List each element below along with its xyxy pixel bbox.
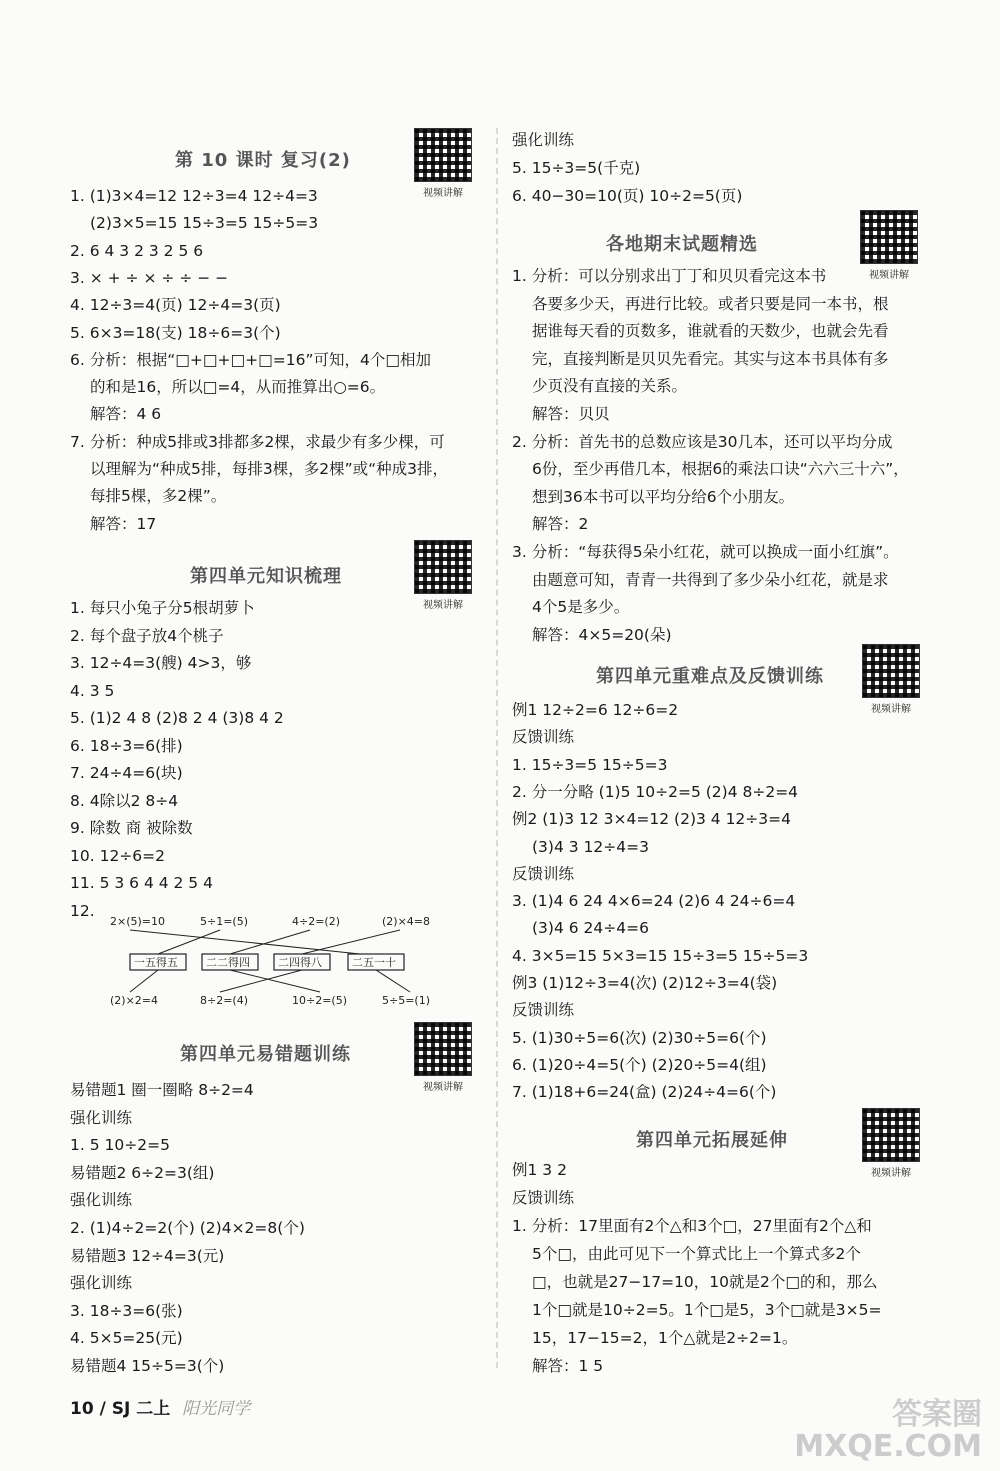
qr-caption: 视频讲解 — [423, 188, 463, 199]
watermark-line-2: MXQE.COM — [794, 1429, 982, 1464]
qr-caption: 视频讲解 — [423, 1082, 463, 1093]
diagram-top-2: 5÷1=(5) — [200, 915, 249, 928]
s4-line: 1. 分析：可以分别求出丁丁和贝贝看完这本书 — [512, 267, 827, 285]
s2-line: 1. 每只小兔子分5根胡萝卜 — [70, 599, 255, 617]
page-footer — [70, 1394, 250, 1419]
watermark — [794, 1399, 982, 1463]
s3-line: 2. (1)4÷2=2(个) (2)4×2=8(个) — [70, 1219, 305, 1237]
s5-line: 例1 12÷2=6 12÷6=2 — [512, 701, 679, 719]
watermark-line-1: 答案圈 — [892, 1397, 982, 1432]
s5-line: 反馈训练 — [512, 1001, 575, 1019]
s3-line: 易错题4 15÷5=3(个) — [70, 1357, 225, 1375]
diagram-box-label-2: 二二得四 — [206, 956, 250, 969]
s4-line: 据谁每天看的页数多，谁就看的天数少，也就会先看 — [532, 322, 889, 340]
s2-line: 3. 12÷4=3(艘) 4>3，够 — [70, 654, 252, 672]
s4-line: 6份，至少再借几本，根据6的乘法口诀“六六三十六”， — [532, 460, 909, 478]
s4-line: 解答：贝贝 — [532, 405, 610, 423]
qr-code-2[interactable] — [414, 540, 472, 612]
brand-logo: 阳光同学 — [182, 1399, 251, 1419]
diagram-top-4: (2)×4=8 — [382, 915, 431, 928]
qr-caption: 视频讲解 — [423, 600, 463, 611]
s1-line: 2. 6 4 3 2 3 2 5 6 — [70, 242, 204, 260]
s6-line: 解答：1 5 — [532, 1357, 604, 1375]
qr-code-icon — [414, 540, 472, 594]
s3-line: 强化训练 — [70, 1109, 133, 1127]
s2-line: 11. 5 3 6 4 4 2 5 4 — [70, 874, 213, 892]
qr-code-3[interactable] — [414, 1022, 472, 1094]
s2-line: 7. 24÷4=6(块) — [70, 764, 183, 782]
section-title-key-points: 第四单元重难点及反馈训练 — [596, 666, 824, 687]
s6-line: 1个□就是10÷2=5。1个□是5，3个□就是3×5= — [532, 1301, 882, 1319]
section-title-knowledge: 第四单元知识梳理 — [190, 566, 342, 587]
s5-line: 6. (1)20÷4=5(个) (2)20÷5=4(组) — [512, 1056, 767, 1074]
s5-line: 3. (1)4 6 24 4×6=24 (2)6 4 24÷6=4 — [512, 892, 796, 910]
s5-line: 4. 3×5=15 5×3=15 15÷3=5 15÷5=3 — [512, 947, 809, 965]
s5-line: 1. 15÷3=5 15÷5=3 — [512, 756, 668, 774]
s5-line: (3)4 3 12÷4=3 — [532, 838, 649, 856]
diagram-bottom-2: 8÷2=(4) — [200, 994, 249, 1007]
r0-line: 强化训练 — [512, 131, 575, 149]
s1-line: 以理解为“种成5排，每排3棵，多2棵”或“种成3排， — [90, 460, 449, 478]
s5-line: 2. 分一分略 (1)5 10÷2=5 (2)4 8÷2=4 — [512, 783, 799, 801]
s6-line: 5个□，由此可见下一个算式比上一个算式多2个 — [532, 1245, 861, 1263]
s2-line: 2. 每个盘子放4个桃子 — [70, 627, 224, 645]
s4-line: 由题意可知，青青一共得到了多少朵小红花，就是求 — [532, 571, 889, 589]
diagram-box-label-4: 二五一十 — [352, 956, 396, 969]
s1-line: 6. 分析：根据“□+□+□+□=16”可知，4个□相加 — [70, 351, 432, 369]
s4-line: 4个5是多少。 — [532, 598, 630, 616]
r0-line: 5. 15÷3=5(千克) — [512, 159, 641, 177]
s5-line: 例3 (1)12÷3=4(次) (2)12÷3=4(袋) — [512, 974, 778, 992]
qr-caption: 视频讲解 — [871, 704, 911, 715]
diagram-box-label-1: 一五得五 — [134, 956, 178, 969]
s2-line: 10. 12÷6=2 — [70, 847, 165, 865]
s1-line: 解答：17 — [90, 515, 157, 533]
s1-line: 每排5棵，多2棵”。 — [90, 487, 227, 505]
qr-code-icon — [414, 128, 472, 182]
section-title-error-prone: 第四单元易错题训练 — [180, 1044, 351, 1065]
s1-line: 解答：4 6 — [90, 405, 162, 423]
s4-line: 解答：2 — [532, 515, 589, 533]
s6-line: 15，17−15=2，1个△就是2÷2=1。 — [532, 1329, 798, 1347]
section-title-extension: 第四单元拓展延伸 — [636, 1130, 788, 1151]
s2-line: 5. (1)2 4 8 (2)8 2 4 (3)8 4 2 — [70, 709, 284, 727]
diagram-bottom-1: (2)×2=4 — [110, 994, 159, 1007]
s6-line: 反馈训练 — [512, 1189, 575, 1207]
s2-line: 12. — [70, 902, 95, 920]
s3-line: 强化训练 — [70, 1191, 133, 1209]
s1-line: 7. 分析：种成5排或3排都多2棵，求最少有多少棵，可 — [70, 433, 445, 451]
s6-line: 1. 分析：17里面有2个△和3个□，27里面有2个△和 — [512, 1217, 872, 1235]
s5-line: 5. (1)30÷5=6(次) (2)30÷5=6(个) — [512, 1029, 767, 1047]
s1-line: 1. (1)3×4=12 12÷3=4 12÷4=3 — [70, 187, 318, 205]
s1-line: 4. 12÷3=4(页) 12÷4=3(页) — [70, 296, 281, 314]
s3-line: 强化训练 — [70, 1274, 133, 1292]
s5-line: 7. (1)18+6=24(盒) (2)24÷4=6(个) — [512, 1083, 777, 1101]
s3-line: 易错题2 6÷2=3(组) — [70, 1164, 215, 1182]
diagram-top-1: 2×(5)=10 — [110, 915, 166, 928]
s1-line: 的和是16，所以□=4，从而推算出○=6。 — [90, 378, 386, 396]
s4-line: 各要多少天，再进行比较。或者只要是同一本书，根 — [532, 295, 889, 313]
s5-line: 反馈训练 — [512, 865, 575, 883]
s5-line: (3)4 6 24÷4=6 — [532, 919, 649, 937]
s4-line: 少页没有直接的关系。 — [532, 377, 688, 395]
s1-line: 5. 6×3=18(支) 18÷6=3(个) — [70, 324, 281, 342]
section-title-final-exam: 各地期末试题精选 — [606, 234, 758, 255]
s2-line: 8. 4除以2 8÷4 — [70, 792, 179, 810]
s4-line: 3. 分析：“每获得5朵小红花，就可以换成一面小红旗”。 — [512, 543, 899, 561]
r0-line: 6. 40−30=10(页) 10÷2=5(页) — [512, 187, 743, 205]
s1-line: 3. × + ÷ × ÷ ÷ − − — [70, 269, 229, 287]
s3-line: 3. 18÷3=6(张) — [70, 1302, 183, 1320]
qr-code-5[interactable] — [862, 644, 920, 716]
s4-line: 解答：4×5=20(朵) — [532, 626, 672, 644]
s2-line: 9. 除数 商 被除数 — [70, 819, 193, 837]
s6-line: □，也就是27−17=10，10就是2个□的和，那么 — [532, 1273, 878, 1291]
qr-code-icon — [414, 1022, 472, 1076]
diagram-bottom-4: 5÷5=(1) — [382, 994, 431, 1007]
s2-line: 4. 3 5 — [70, 682, 115, 700]
qr-caption: 视频讲解 — [869, 270, 909, 281]
diagram-box-label-3: 二四得八 — [278, 956, 322, 969]
qr-code-icon — [860, 210, 918, 264]
s3-line: 4. 5×5=25(元) — [70, 1329, 183, 1347]
s4-line: 2. 分析：首先书的总数应该是30几本，还可以平均分成 — [512, 433, 893, 451]
qr-code-icon — [862, 644, 920, 698]
diagram-top-3: 4÷2=(2) — [292, 915, 341, 928]
s1-line: (2)3×5=15 15÷3=5 15÷5=3 — [90, 214, 319, 232]
s4-line: 完，直接判断是贝贝先看完。其实与这本书具体有多 — [532, 350, 889, 368]
s3-line: 1. 5 10÷2=5 — [70, 1136, 170, 1154]
qr-caption: 视频讲解 — [871, 1168, 911, 1179]
qr-code-icon — [862, 1108, 920, 1162]
qr-code-6[interactable] — [862, 1108, 920, 1180]
s5-line: 例2 (1)3 12 3×4=12 (2)3 4 12÷3=4 — [512, 810, 791, 828]
section-title-lesson10: 第 10 课时 复习(2) — [175, 150, 351, 171]
qr-code-1[interactable] — [414, 128, 472, 200]
s3-line: 易错题3 12÷4=3(元) — [70, 1247, 225, 1265]
page-number: 10 / SJ 二上 — [70, 1399, 171, 1419]
qr-code-4[interactable] — [860, 210, 918, 282]
diagram-bottom-3: 10÷2=(5) — [292, 994, 348, 1007]
s5-line: 反馈训练 — [512, 728, 575, 746]
s6-line: 例1 3 2 — [512, 1161, 567, 1179]
column-divider — [496, 128, 498, 1368]
s3-line: 易错题1 圈一圈略 8÷2=4 — [70, 1081, 254, 1099]
s4-line: 想到36本书可以平均分给6个小朋友。 — [532, 488, 795, 506]
multiplication-matching-diagram — [70, 908, 490, 1008]
s2-line: 6. 18÷3=6(排) — [70, 737, 183, 755]
